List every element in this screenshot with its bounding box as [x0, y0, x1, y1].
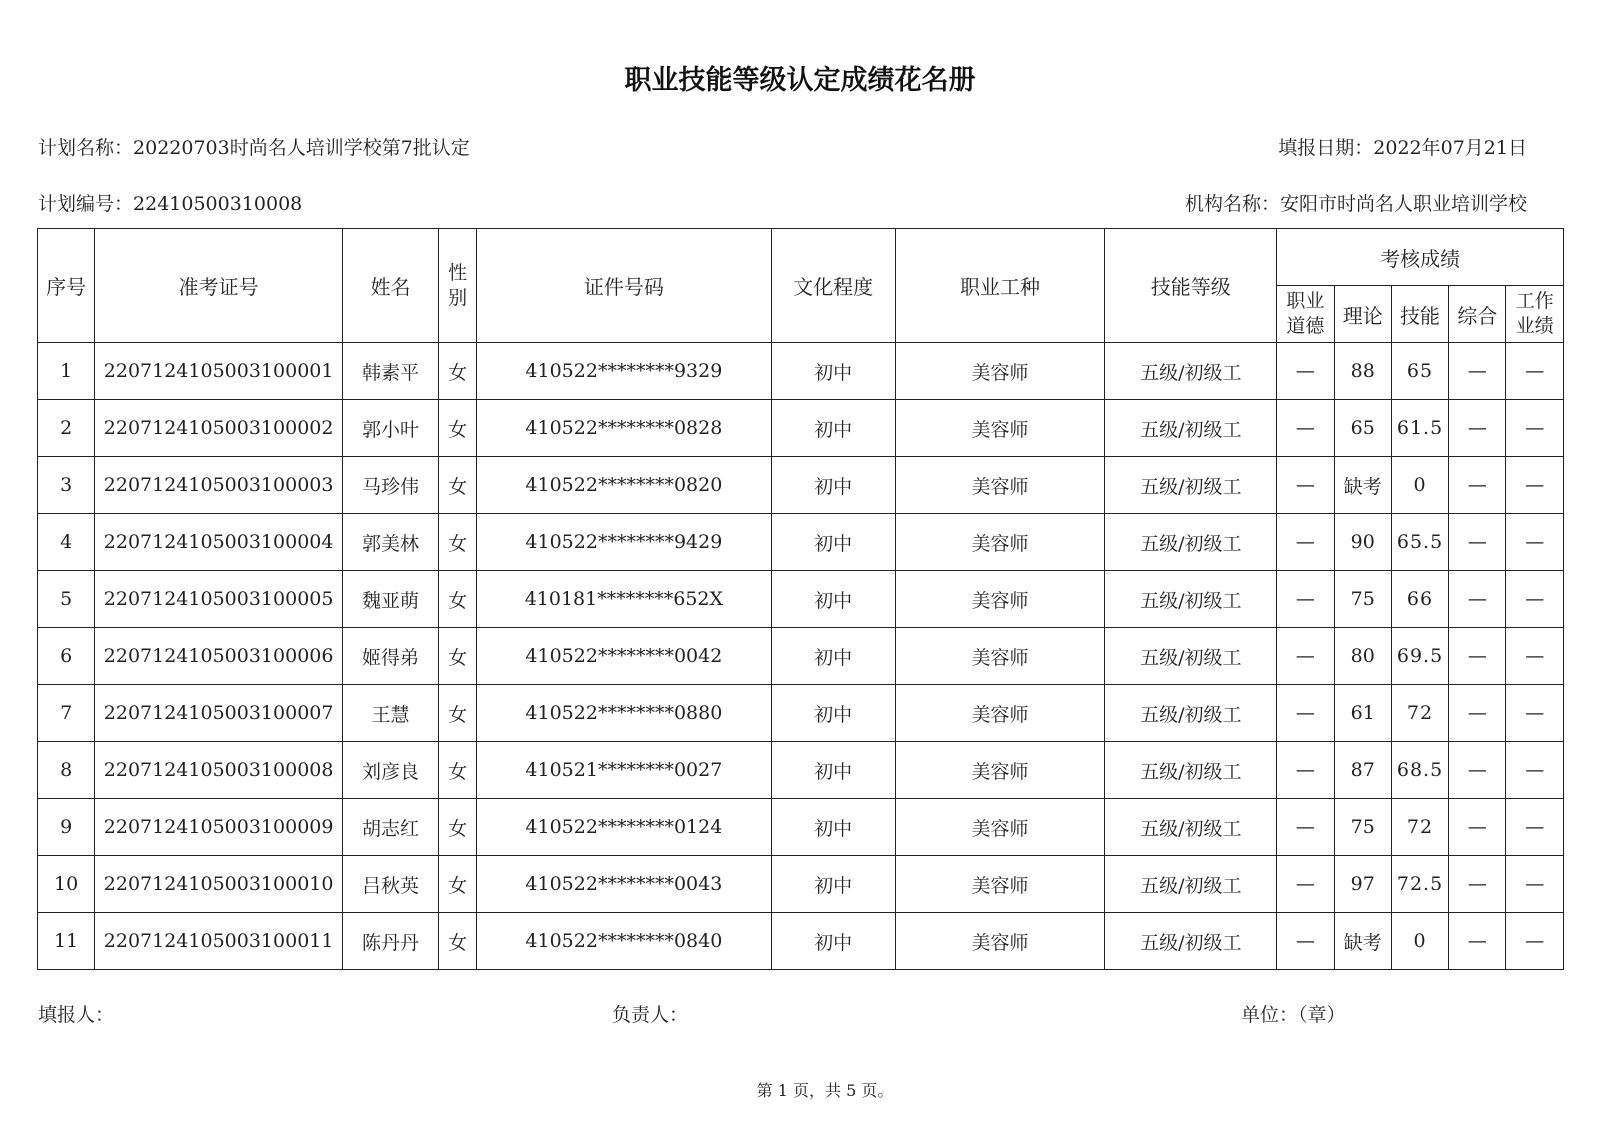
cell-occupation: 美容师 — [895, 514, 1105, 571]
cell-seq: 2 — [38, 400, 95, 457]
cell-occupation: 美容师 — [895, 913, 1105, 970]
cell-skill-level: 五级/初级工 — [1105, 514, 1277, 571]
cell-name: 姬得弟 — [342, 628, 438, 685]
cell-name: 魏亚萌 — [342, 571, 438, 628]
cell-ethics: — — [1277, 457, 1334, 514]
cell-ethics: — — [1277, 742, 1334, 799]
plan-name — [38, 133, 470, 160]
cell-exam-no: 2207124105003100002 — [95, 400, 343, 457]
header-id-no: 证件号码 — [477, 229, 772, 343]
cell-seq: 1 — [38, 343, 95, 400]
cell-education: 初中 — [771, 799, 895, 856]
cell-name: 郭美林 — [342, 514, 438, 571]
cell-name: 马珍伟 — [342, 457, 438, 514]
cell-gender: 女 — [439, 628, 477, 685]
cell-work: — — [1506, 514, 1564, 571]
cell-overall: — — [1449, 913, 1506, 970]
cell-overall: — — [1449, 742, 1506, 799]
org-name — [1185, 189, 1527, 216]
plan-number-value: 22410500310008 — [133, 193, 303, 215]
cell-theory: 缺考 — [1334, 913, 1391, 970]
header-education: 文化程度 — [771, 229, 895, 343]
cell-name: 吕秋英 — [342, 856, 438, 913]
cell-gender: 女 — [439, 457, 477, 514]
cell-skill-level: 五级/初级工 — [1105, 400, 1277, 457]
cell-theory: 65 — [1334, 400, 1391, 457]
cell-exam-no: 2207124105003100008 — [95, 742, 343, 799]
cell-skill: 72 — [1391, 685, 1448, 742]
cell-id-no: 410522********0042 — [477, 628, 772, 685]
cell-seq: 7 — [38, 685, 95, 742]
cell-skill: 69.5 — [1391, 628, 1448, 685]
cell-ethics: — — [1277, 514, 1334, 571]
cell-name: 陈丹丹 — [342, 913, 438, 970]
cell-gender: 女 — [439, 742, 477, 799]
cell-id-no: 410522********0124 — [477, 799, 772, 856]
cell-ethics: — — [1277, 343, 1334, 400]
table-row — [38, 571, 1564, 628]
cell-gender: 女 — [439, 343, 477, 400]
cell-exam-no: 2207124105003100007 — [95, 685, 343, 742]
cell-gender: 女 — [439, 913, 477, 970]
manager-label: 负责人： — [612, 1004, 689, 1026]
unit-label-text: 单位： — [1241, 1004, 1299, 1026]
table-row — [38, 742, 1564, 799]
cell-id-no: 410521********0027 — [477, 742, 772, 799]
cell-ethics: — — [1277, 571, 1334, 628]
cell-overall: — — [1449, 514, 1506, 571]
cell-occupation: 美容师 — [895, 343, 1105, 400]
cell-skill-level: 五级/初级工 — [1105, 742, 1277, 799]
cell-work: — — [1506, 343, 1564, 400]
score-roster-table — [37, 228, 1564, 970]
cell-theory: 97 — [1334, 856, 1391, 913]
cell-skill-level: 五级/初级工 — [1105, 571, 1277, 628]
cell-skill-level: 五级/初级工 — [1105, 913, 1277, 970]
cell-seq: 9 — [38, 799, 95, 856]
cell-seq: 4 — [38, 514, 95, 571]
table-row — [38, 856, 1564, 913]
cell-gender: 女 — [439, 856, 477, 913]
plan-number-label: 计划编号： — [38, 193, 134, 215]
cell-education: 初中 — [771, 571, 895, 628]
cell-ethics: — — [1277, 913, 1334, 970]
cell-theory: 75 — [1334, 571, 1391, 628]
cell-education: 初中 — [771, 913, 895, 970]
roster-body — [38, 343, 1564, 970]
cell-name: 郭小叶 — [342, 400, 438, 457]
cell-id-no: 410522********0880 — [477, 685, 772, 742]
cell-overall: — — [1449, 685, 1506, 742]
cell-id-no: 410181********652X — [477, 571, 772, 628]
cell-work: — — [1506, 571, 1564, 628]
cell-skill: 66 — [1391, 571, 1448, 628]
cell-education: 初中 — [771, 457, 895, 514]
cell-ethics: — — [1277, 628, 1334, 685]
cell-work: — — [1506, 400, 1564, 457]
cell-skill: 65.5 — [1391, 514, 1448, 571]
cell-overall: — — [1449, 628, 1506, 685]
table-row — [38, 457, 1564, 514]
cell-skill-level: 五级/初级工 — [1105, 856, 1277, 913]
table-row — [38, 628, 1564, 685]
cell-seq: 8 — [38, 742, 95, 799]
cell-skill: 68.5 — [1391, 742, 1448, 799]
cell-education: 初中 — [771, 628, 895, 685]
header-overall: 综合 — [1449, 286, 1506, 343]
cell-work: — — [1506, 856, 1564, 913]
cell-occupation: 美容师 — [895, 856, 1105, 913]
cell-education: 初中 — [771, 514, 895, 571]
cell-overall: — — [1449, 856, 1506, 913]
cell-gender: 女 — [439, 514, 477, 571]
table-row — [38, 913, 1564, 970]
header-ethics: 职业道德 — [1277, 286, 1334, 343]
cell-id-no: 410522********9329 — [477, 343, 772, 400]
cell-skill-level: 五级/初级工 — [1105, 799, 1277, 856]
cell-skill: 0 — [1391, 913, 1448, 970]
cell-exam-no: 2207124105003100005 — [95, 571, 343, 628]
cell-seq: 6 — [38, 628, 95, 685]
cell-theory: 75 — [1334, 799, 1391, 856]
table-row — [38, 343, 1564, 400]
seal-text: （章） — [1298, 1004, 1346, 1026]
cell-gender: 女 — [439, 571, 477, 628]
fill-date-label: 填报日期： — [1278, 137, 1374, 159]
cell-ethics: — — [1277, 799, 1334, 856]
cell-exam-no: 2207124105003100010 — [95, 856, 343, 913]
cell-seq: 11 — [38, 913, 95, 970]
cell-occupation: 美容师 — [895, 685, 1105, 742]
cell-theory: 87 — [1334, 742, 1391, 799]
cell-name: 胡志红 — [342, 799, 438, 856]
cell-work: — — [1506, 799, 1564, 856]
cell-name: 王慧 — [342, 685, 438, 742]
header-occupation: 职业工种 — [895, 229, 1105, 343]
header-gender: 性别 — [439, 229, 477, 343]
cell-occupation: 美容师 — [895, 457, 1105, 514]
cell-education: 初中 — [771, 856, 895, 913]
org-name-value: 安阳市时尚名人职业培训学校 — [1279, 193, 1527, 215]
cell-occupation: 美容师 — [895, 571, 1105, 628]
cell-theory: 80 — [1334, 628, 1391, 685]
cell-work: — — [1506, 685, 1564, 742]
cell-id-no: 410522********0828 — [477, 400, 772, 457]
cell-overall: — — [1449, 799, 1506, 856]
cell-education: 初中 — [771, 343, 895, 400]
cell-seq: 10 — [38, 856, 95, 913]
cell-occupation: 美容师 — [895, 400, 1105, 457]
header-scores: 考核成绩 — [1277, 229, 1564, 286]
cell-education: 初中 — [771, 400, 895, 457]
cell-gender: 女 — [439, 799, 477, 856]
cell-skill: 72.5 — [1391, 856, 1448, 913]
plan-name-label: 计划名称： — [38, 137, 134, 159]
cell-id-no: 410522********0043 — [477, 856, 772, 913]
page-info: 第 1 页，共 5 页。 — [756, 1081, 894, 1100]
cell-id-no: 410522********9429 — [477, 514, 772, 571]
cell-skill: 0 — [1391, 457, 1448, 514]
cell-skill-level: 五级/初级工 — [1105, 628, 1277, 685]
cell-exam-no: 2207124105003100001 — [95, 343, 343, 400]
cell-seq: 5 — [38, 571, 95, 628]
cell-overall: — — [1449, 400, 1506, 457]
header-theory: 理论 — [1334, 286, 1391, 343]
filler-label: 填报人： — [38, 1004, 115, 1026]
fill-date-value: 2022年07月21日 — [1373, 137, 1527, 159]
cell-theory: 88 — [1334, 343, 1391, 400]
unit-label — [1241, 1000, 1346, 1027]
cell-work: — — [1506, 457, 1564, 514]
plan-name-value: 20220703时尚名人培训学校第7批认定 — [133, 137, 470, 159]
cell-overall: — — [1449, 343, 1506, 400]
cell-exam-no: 2207124105003100003 — [95, 457, 343, 514]
cell-ethics: — — [1277, 400, 1334, 457]
cell-education: 初中 — [771, 742, 895, 799]
cell-overall: — — [1449, 457, 1506, 514]
fill-date — [1278, 133, 1527, 160]
org-name-label: 机构名称： — [1184, 193, 1280, 215]
cell-id-no: 410522********0840 — [477, 913, 772, 970]
header-seq: 序号 — [38, 229, 95, 343]
cell-education: 初中 — [771, 685, 895, 742]
cell-exam-no: 2207124105003100009 — [95, 799, 343, 856]
cell-skill-level: 五级/初级工 — [1105, 685, 1277, 742]
cell-gender: 女 — [439, 400, 477, 457]
header-skill: 技能 — [1391, 286, 1448, 343]
cell-work: — — [1506, 913, 1564, 970]
cell-skill: 61.5 — [1391, 400, 1448, 457]
cell-ethics: — — [1277, 685, 1334, 742]
cell-theory: 90 — [1334, 514, 1391, 571]
table-row — [38, 514, 1564, 571]
cell-gender: 女 — [439, 685, 477, 742]
header-name: 姓名 — [342, 229, 438, 343]
cell-work: — — [1506, 628, 1564, 685]
document-title: 职业技能等级认定成绩花名册 — [624, 65, 976, 96]
header-skill-level: 技能等级 — [1105, 229, 1277, 343]
cell-ethics: — — [1277, 856, 1334, 913]
table-row — [38, 799, 1564, 856]
cell-skill: 72 — [1391, 799, 1448, 856]
cell-occupation: 美容师 — [895, 742, 1105, 799]
table-row — [38, 400, 1564, 457]
cell-skill: 65 — [1391, 343, 1448, 400]
cell-exam-no: 2207124105003100011 — [95, 913, 343, 970]
cell-name: 韩素平 — [342, 343, 438, 400]
cell-occupation: 美容师 — [895, 628, 1105, 685]
header-exam-no: 准考证号 — [95, 229, 343, 343]
cell-work: — — [1506, 742, 1564, 799]
cell-skill-level: 五级/初级工 — [1105, 457, 1277, 514]
cell-theory: 61 — [1334, 685, 1391, 742]
cell-name: 刘彦良 — [342, 742, 438, 799]
cell-exam-no: 2207124105003100004 — [95, 514, 343, 571]
table-row — [38, 685, 1564, 742]
header-work: 工作业绩 — [1506, 286, 1564, 343]
cell-exam-no: 2207124105003100006 — [95, 628, 343, 685]
plan-number — [38, 189, 302, 216]
cell-overall: — — [1449, 571, 1506, 628]
cell-skill-level: 五级/初级工 — [1105, 343, 1277, 400]
cell-occupation: 美容师 — [895, 799, 1105, 856]
cell-seq: 3 — [38, 457, 95, 514]
cell-theory: 缺考 — [1334, 457, 1391, 514]
cell-id-no: 410522********0820 — [477, 457, 772, 514]
